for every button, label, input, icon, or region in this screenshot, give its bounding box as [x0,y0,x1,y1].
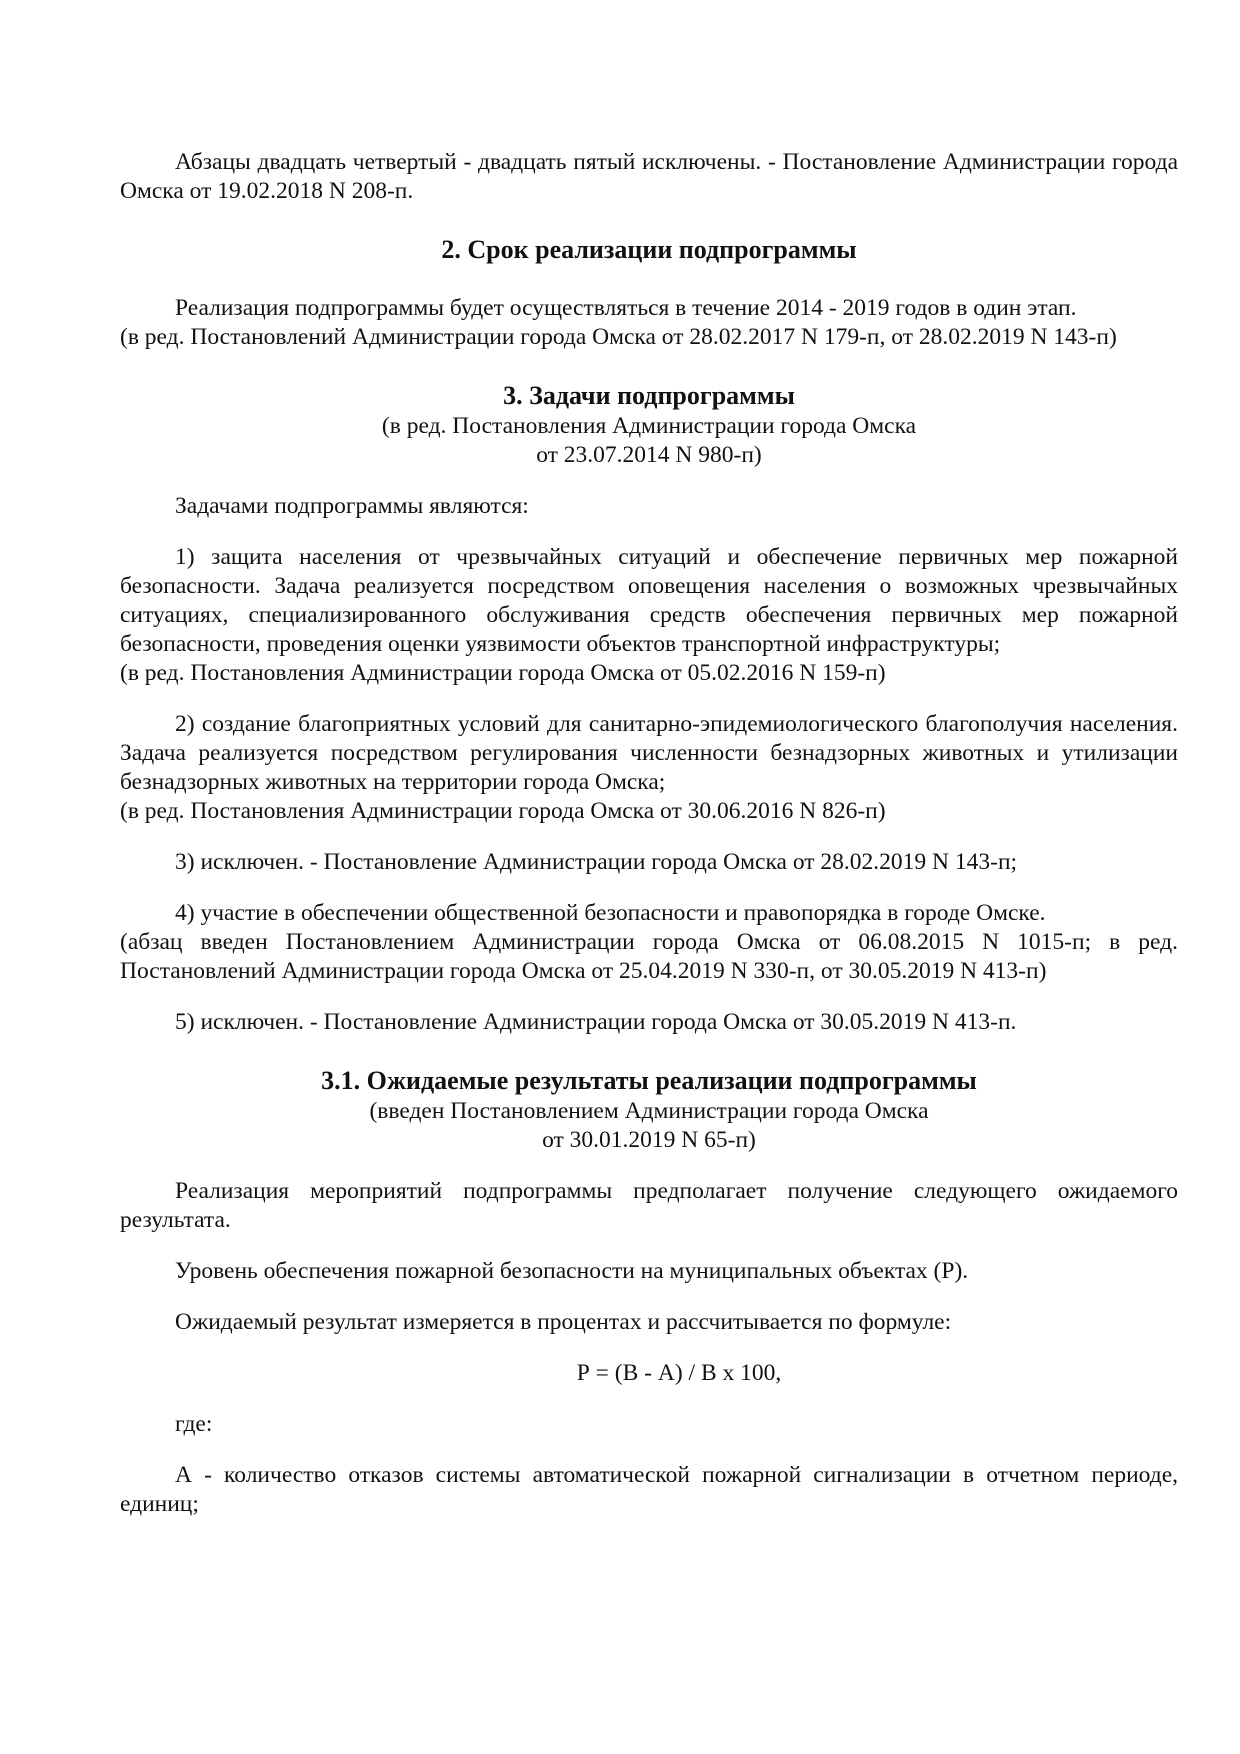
section-2-heading: 2. Срок реализации подпрограммы [441,235,857,264]
section-2-note: (в ред. Постановлений Администрации города Омска от 28.02.2017 N 179-п, от 28.02.2019 N 143-п) [120,324,1117,350]
section-2-paragraph: Реализация подпрограммы будет осуществляться в течение 2014 - 2019 годов в один этап. [175,295,1077,321]
definition-a: А - количество отказов системы автоматической пожарной сигнализации в отчетном периоде, единиц; [120,1462,1178,1517]
document-page [120,148,1178,1519]
task-item-3: 3) исключен. - Постановление Администрации города Омска от 28.02.2019 N 143-п; [175,849,1018,875]
section-3-lead: Задачами подпрограммы являются: [175,493,529,519]
formula: Р = (В - А) / В x 100, [576,1360,782,1386]
section-3-subtitle-line1: (в ред. Постановления Администрации города Омска [381,413,917,439]
section-3-subtitle-line2: от 23.07.2014 N 980-п) [536,442,762,468]
indicator-paragraph: Уровень обеспечения пожарной безопасности на муниципальных объектах (Р). [175,1258,969,1284]
task-item-4: 4) участие в обеспечении общественной безопасности и правопорядка в городе Омске. [175,900,1046,926]
intro-paragraph: Абзацы двадцать четвертый - двадцать пятый исключены. - Постановление Администрации города Омска от 19.02.2018 N 208-п. [120,149,1178,204]
where-label: где: [175,1411,213,1437]
task-item-4-note: (абзац введен Постановлением Администрации города Омска от 06.08.2015 N 1015-п; в ред. Постановлений Администрации города Омска от 25.04.2019 N 330-п, от 30.05.2019 N 413-п) [120,929,1178,984]
section-3-1-subtitle-line2: от 30.01.2019 N 65-п) [542,1127,756,1153]
task-item-2-note: (в ред. Постановления Администрации города Омска от 30.06.2016 N 826-п) [120,798,886,824]
section-3-1-heading: 3.1. Ожидаемые результаты реализации подпрограммы [321,1066,977,1095]
formula-intro-paragraph: Ожидаемый результат измеряется в процентах и рассчитывается по формуле: [175,1309,952,1335]
result-paragraph: Реализация мероприятий подпрограммы предполагает получение следующего ожидаемого результата. [120,1178,1178,1233]
section-3-1-subtitle-line1: (введен Постановлением Администрации города Омска [369,1098,929,1124]
task-item-1: 1) защита населения от чрезвычайных ситуаций и обеспечение первичных мер пожарной безопасности. Задача реализуется посредством оповещения населения о возможных чрезвычайных ситуациях, специализированного обслуживания средств обеспечения первичных мер пожарной безопасности, проведения оценки уязвимости объектов транспортной инфраструктуры; [120,544,1178,657]
task-item-5: 5) исключен. - Постановление Администрации города Омска от 30.05.2019 N 413-п. [175,1009,1017,1035]
task-item-2: 2) создание благоприятных условий для санитарно-эпидемиологического благополучия населения. Задача реализуется посредством регулирования численности безнадзорных животных и утилизации безнадзорных животных на территории города Омска; [120,711,1178,795]
task-item-1-note: (в ред. Постановления Администрации города Омска от 05.02.2016 N 159-п) [120,660,886,686]
section-3-heading: 3. Задачи подпрограммы [503,381,795,410]
